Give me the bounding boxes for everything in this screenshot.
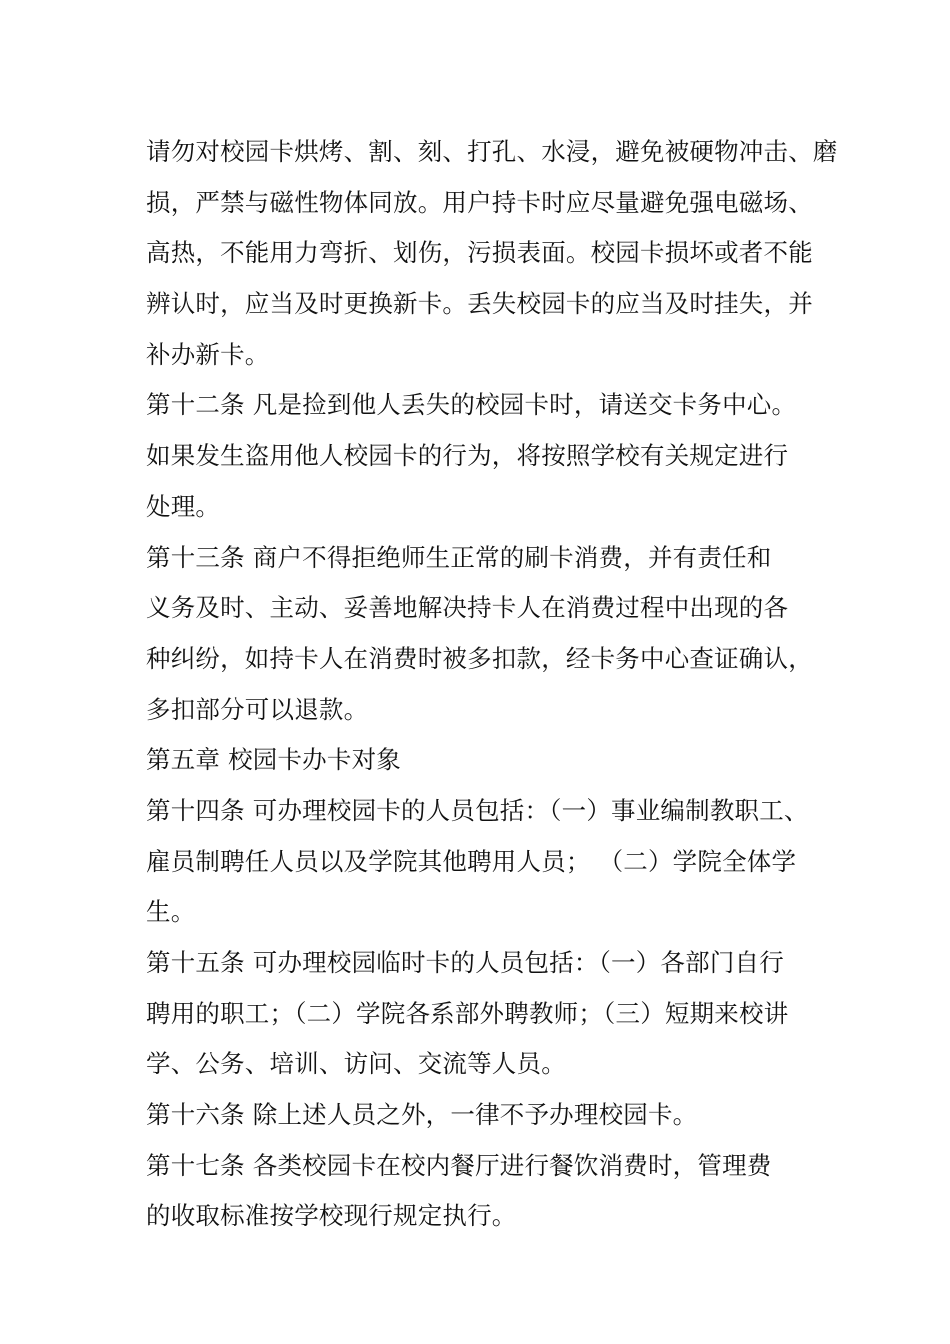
- text-line: 雇员制聘任人员以及学院其他聘用人员； （二）学院全体学: [146, 846, 797, 876]
- text-line: 的收取标准按学校现行规定执行。: [146, 1201, 517, 1231]
- text-line: 处理。: [146, 491, 221, 521]
- article-13-line: 第十三条 商户不得拒绝师生正常的刷卡消费，并有责任和: [146, 542, 772, 572]
- document-body: [146, 127, 836, 1242]
- text-line: 种纠纷，如持卡人在消费时被多扣款，经卡务中心查证确认，: [146, 643, 813, 673]
- text-line: 如果发生盗用他人校园卡的行为，将按照学校有关规定进行: [146, 441, 789, 471]
- text-line: 聘用的职工；（二）学院各系部外聘教师；（三）短期来校讲: [146, 998, 789, 1028]
- text-line: 请勿对校园卡烘烤、割、刻、打孔、水浸，避免被硬物冲击、磨: [146, 137, 838, 166]
- article-16-line: 第十六条 除上述人员之外，一律不予办理校园卡。: [146, 1100, 698, 1130]
- chapter-5-heading: 第五章 校园卡办卡对象: [146, 745, 401, 775]
- article-12-line: 第十二条 凡是捡到他人丢失的校园卡时，请送交卡务中心。: [146, 390, 797, 420]
- text-line: 学、公务、培训、访问、交流等人员。: [146, 1049, 566, 1079]
- text-line: 义务及时、主动、妥善地解决持卡人在消费过程中出现的各: [146, 593, 789, 623]
- text-line: 损，严禁与磁性物体同放。用户持卡时应尽量避免强电磁场、: [146, 187, 813, 217]
- text-line: 高热，不能用力弯折、划伤，污损表面。校园卡损坏或者不能: [146, 238, 813, 268]
- text-line: 补办新卡。: [146, 339, 270, 369]
- article-15-line: 第十五条 可办理校园临时卡的人员包括：（一）各部门自行: [146, 948, 784, 977]
- text-line: 生。: [146, 897, 196, 927]
- text-line: 多扣部分可以退款。: [146, 694, 369, 724]
- text-line: 辨认时，应当及时更换新卡。丢失校园卡的应当及时挂失，并: [146, 289, 813, 319]
- article-17-line: 第十七条 各类校园卡在校内餐厅进行餐饮消费时，管理费: [146, 1150, 772, 1180]
- article-14-line: 第十四条 可办理校园卡的人员包括：（一）事业编制教职工、: [146, 795, 809, 825]
